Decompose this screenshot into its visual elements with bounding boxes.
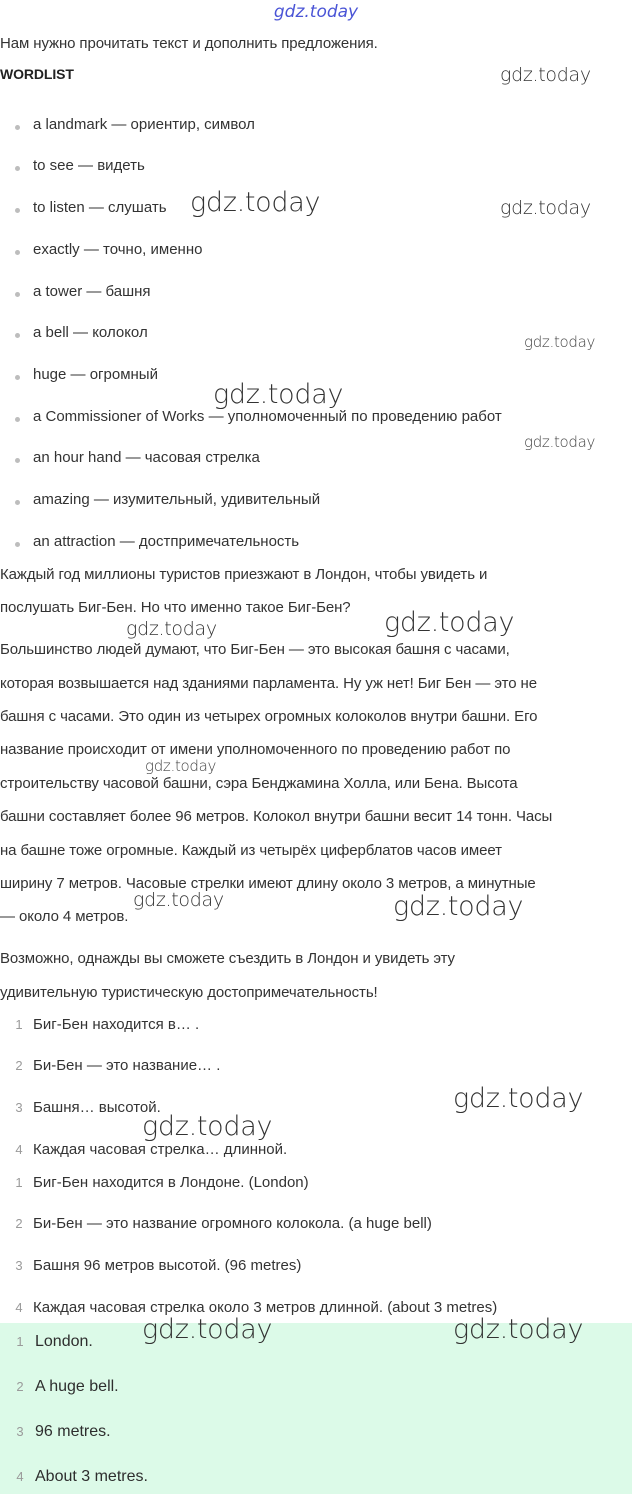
bullet-icon	[15, 208, 20, 213]
text-line: послушать Биг-Бен. Но что именно такое Биг-Бен?	[0, 599, 351, 616]
wordlist-item: a bell — колокол	[33, 324, 148, 341]
task-intro: Нам нужно прочитать текст и дополнить предложения.	[0, 35, 378, 52]
watermark: gdz.today	[126, 618, 217, 640]
bullet-icon	[15, 417, 20, 422]
sentence-item: Каждая часовая стрелка… длинной.	[33, 1141, 288, 1158]
watermark: gdz.today	[213, 379, 344, 410]
sentence-item: Башня… высотой.	[33, 1099, 161, 1116]
wordlist-item: huge — огромный	[33, 366, 158, 383]
watermark: gdz.today	[145, 757, 217, 775]
text-line: башня с часами. Это один из четырех огромных колоколов внутри башни. Его	[0, 708, 538, 725]
list-number: 3	[16, 1424, 24, 1439]
completed-item: Башня 96 метров высотой. (96 metres)	[33, 1257, 302, 1274]
watermark: gdz.today	[453, 1083, 584, 1114]
watermark: gdz.today	[133, 889, 224, 911]
bullet-icon	[15, 375, 20, 380]
wordlist-item: an hour hand — часовая стрелка	[33, 449, 260, 466]
watermark: gdz.today	[393, 891, 524, 922]
completed-item: Каждая часовая стрелка около 3 метров длинной. (about 3 metres)	[33, 1299, 498, 1316]
bullet-icon	[15, 333, 20, 338]
list-number: 3	[15, 1100, 23, 1115]
bullet-icon	[15, 125, 20, 130]
list-number: 2	[15, 1058, 23, 1073]
text-line: название происходит от имени уполномоченного по проведению работ по	[0, 741, 511, 758]
watermark: gdz.today	[524, 433, 596, 451]
site-logo[interactable]: gdz.today	[273, 2, 359, 22]
wordlist-item: an attraction — достпримечательность	[33, 533, 300, 550]
wordlist-item: amazing — изумительный, удивительный	[33, 491, 321, 508]
text-line: башни составляет более 96 метров. Колокол внутри башни весит 14 тонн. Часы	[0, 808, 553, 825]
wordlist-item: exactly — точно, именно	[33, 241, 203, 258]
list-number: 2	[15, 1216, 23, 1231]
completed-item: Биг-Бен находится в Лондоне. (London)	[33, 1174, 309, 1191]
list-number: 2	[16, 1379, 24, 1394]
text-line: — около 4 метров.	[0, 908, 129, 925]
text-line: на башне тоже огромные. Каждый из четырёх циферблатов часов имеет	[0, 842, 502, 859]
answer-item: About 3 metres.	[35, 1468, 148, 1485]
answer-item: London.	[35, 1333, 93, 1350]
answer-item: 96 metres.	[35, 1423, 111, 1440]
watermark: gdz.today	[142, 1111, 273, 1142]
watermark: gdz.today	[524, 333, 596, 351]
text-line: Каждый год миллионы туристов приезжают в Лондон, чтобы увидеть и	[0, 566, 488, 583]
list-number: 1	[15, 1175, 23, 1190]
watermark: gdz.today	[453, 1314, 584, 1345]
list-number: 4	[15, 1142, 23, 1157]
watermark: gdz.today	[190, 187, 321, 218]
sentence-item: Би-Бен — это название… .	[33, 1057, 221, 1074]
text-line: ширину 7 метров. Часовые стрелки имеют длину около 3 метров, а минутные	[0, 875, 536, 892]
watermark: gdz.today	[500, 64, 591, 86]
wordlist-item: a landmark — ориентир, символ	[33, 116, 255, 133]
wordlist-item: to listen — слушать	[33, 199, 167, 216]
text-line: удивительную туристическую достопримечательность!	[0, 984, 378, 1001]
bullet-icon	[15, 542, 20, 547]
watermark: gdz.today	[384, 607, 515, 638]
list-number: 1	[16, 1334, 24, 1349]
list-number: 3	[15, 1258, 23, 1273]
watermark: gdz.today	[142, 1314, 273, 1345]
wordlist-item: to see — видеть	[33, 157, 145, 174]
answer-item: A huge bell.	[35, 1378, 119, 1395]
bullet-icon	[15, 166, 20, 171]
text-line: строительству часовой башни, сэра Бенджамина Холла, или Бена. Высота	[0, 775, 518, 792]
text-line: Большинство людей думают, что Биг-Бен — это высокая башня с часами,	[0, 641, 510, 658]
bullet-icon	[15, 500, 20, 505]
list-number: 4	[15, 1300, 23, 1315]
text-line: Возможно, однажды вы сможете съездить в Лондон и увидеть эту	[0, 950, 455, 967]
wordlist-heading: WORDLIST	[0, 66, 74, 82]
watermark: gdz.today	[500, 197, 591, 219]
bullet-icon	[15, 250, 20, 255]
sentence-item: Биг-Бен находится в… .	[33, 1016, 200, 1033]
list-number: 1	[15, 1017, 23, 1032]
bullet-icon	[15, 458, 20, 463]
completed-item: Би-Бен — это название огромного колокола. (a huge bell)	[33, 1215, 432, 1232]
bullet-icon	[15, 292, 20, 297]
text-line: которая возвышается над зданиями парламента. Ну уж нет! Биг Бен — это не	[0, 675, 537, 692]
wordlist-item: a tower — башня	[33, 283, 151, 300]
list-number: 4	[16, 1469, 24, 1484]
wordlist-item: a Commissioner of Works — уполномоченный по проведению работ	[33, 408, 502, 425]
